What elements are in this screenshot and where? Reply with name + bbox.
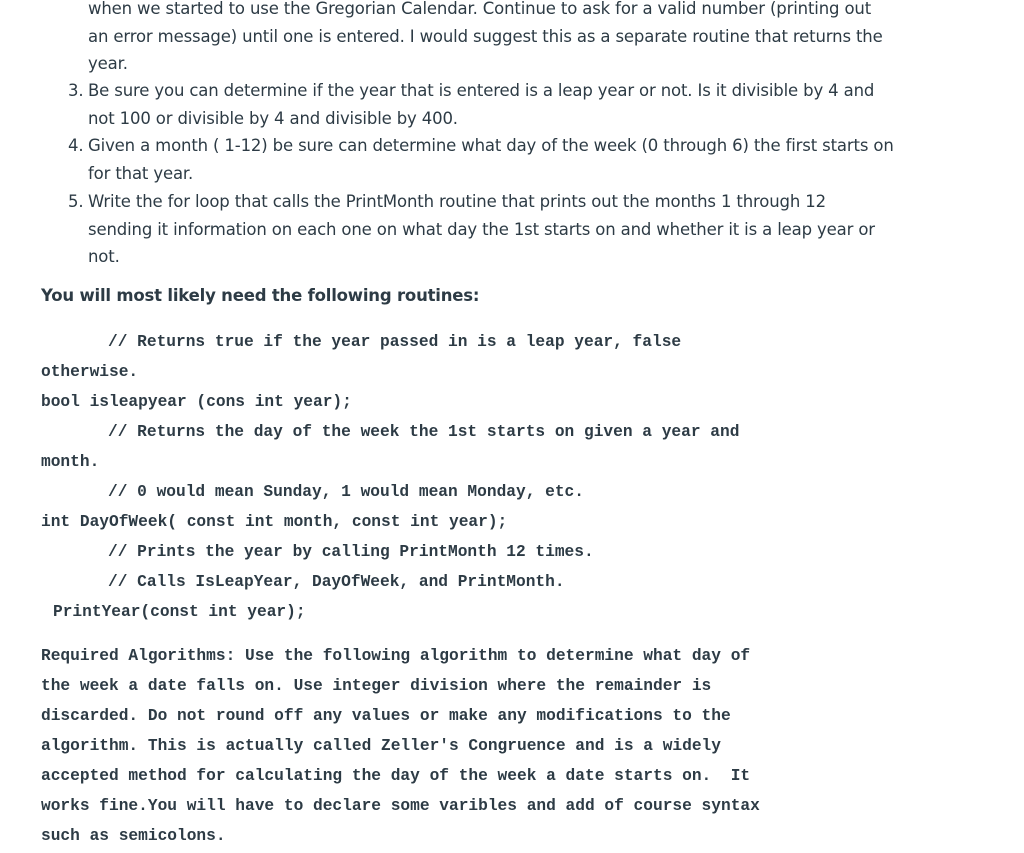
- text-line: sending it information on each one on what day the 1st starts on and whether it is a leap year or: [88, 219, 875, 239]
- code-line: bool isleapyear (cons int year);: [41, 393, 352, 411]
- text-line: not 100 or divisible by 4 and divisible by 400.: [88, 108, 458, 128]
- algorithm-line: algorithm. This is actually called Zeller's Congruence and is a widely: [41, 737, 721, 755]
- algorithm-line: works fine.You will have to declare some varibles and add of course syntax: [41, 797, 760, 815]
- text-line: year.: [88, 54, 128, 74]
- text-line: Write the for loop that calls the PrintMonth routine that prints out the months 1 through 12: [88, 192, 826, 211]
- algorithm-line: such as semicolons.: [41, 827, 226, 845]
- routines-heading: You will most likely need the following routines:: [41, 286, 480, 305]
- list-item-text: [88, 77, 898, 132]
- code-line: // 0 would mean Sunday, 1 would mean Monday, etc.: [108, 483, 584, 501]
- text-line: an error message) until one is entered. I would suggest this as a separate routine that returns the: [88, 26, 883, 46]
- text-line: when we started to use the Gregorian Calendar. Continue to ask for a valid number (printing out: [88, 0, 872, 18]
- code-line: // Returns true if the year passed in is a leap year, false: [108, 333, 682, 351]
- list-number: 3.: [68, 81, 84, 100]
- code-line: // Returns the day of the week the 1st starts on given a year and: [108, 423, 740, 441]
- list-item-text: [88, 132, 898, 187]
- code-line: int DayOfWeek( const int month, const int year);: [41, 513, 508, 531]
- algorithm-line: the week a date falls on. Use integer division where the remainder is: [41, 677, 712, 695]
- code-line: otherwise.: [41, 363, 139, 381]
- algorithm-line: Required Algorithms: Use the following algorithm to determine what day of: [41, 647, 751, 665]
- algorithm-line: accepted method for calculating the day of the week a date starts on. It: [41, 767, 751, 785]
- algorithm-line: discarded. Do not round off any values or make any modifications to the: [41, 707, 731, 725]
- text-line: Be sure you can determine if the year that is entered is a leap year or not. Is it divisible by 4 and: [88, 81, 875, 100]
- code-line: // Calls IsLeapYear, DayOfWeek, and PrintMonth.: [108, 573, 565, 591]
- list-item-continuation: [88, 0, 908, 78]
- list-number: 5.: [68, 192, 84, 211]
- code-line: // Prints the year by calling PrintMonth 12 times.: [108, 543, 594, 561]
- code-line: PrintYear(const int year);: [53, 603, 306, 621]
- list-number: 4.: [68, 136, 84, 155]
- code-line: month.: [41, 453, 100, 471]
- list-item-text: [88, 188, 898, 271]
- text-line: not.: [88, 247, 120, 267]
- text-line: for that year.: [88, 163, 194, 183]
- text-line: Given a month ( 1-12) be sure can determine what day of the week (0 through 6) the first starts on: [88, 136, 894, 155]
